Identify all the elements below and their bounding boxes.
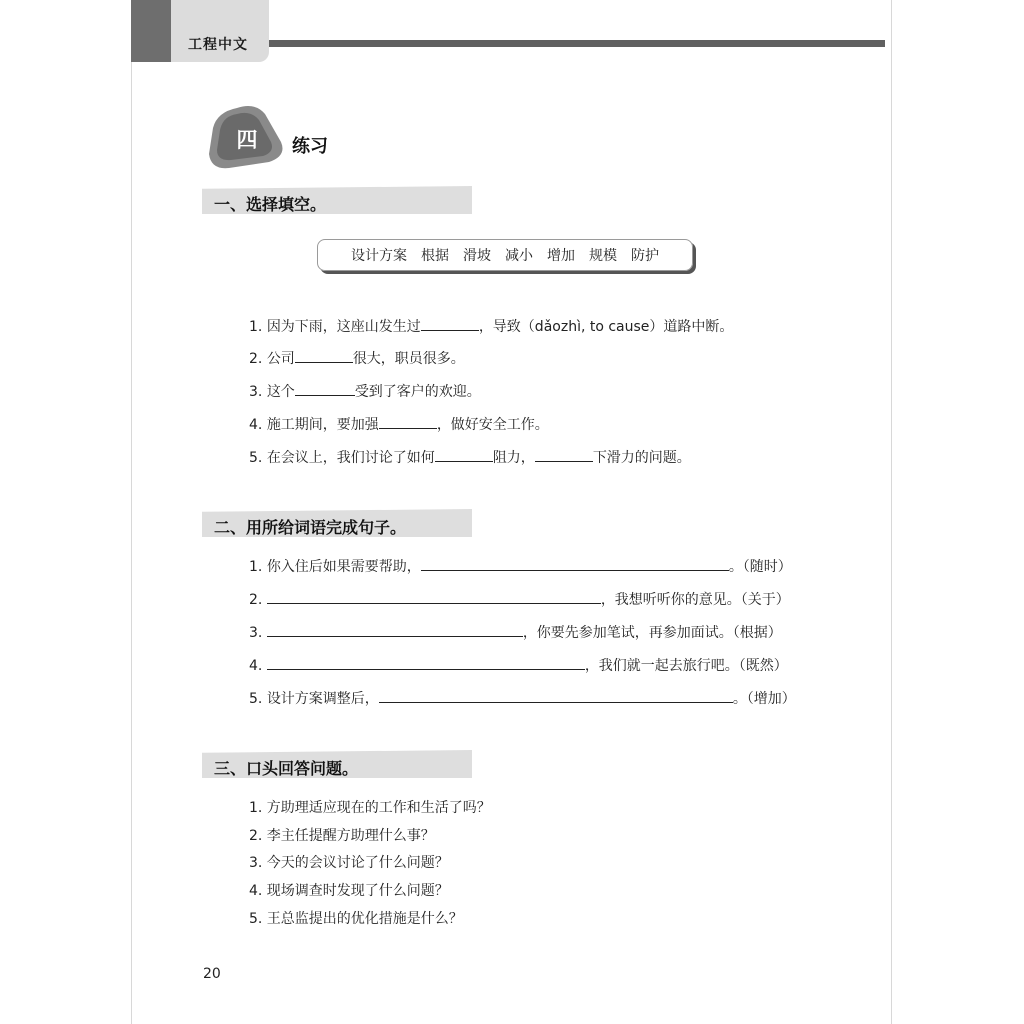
answer-blank[interactable]: [535, 447, 593, 462]
question-item: 5. 王总监提出的优化措施是什么？: [249, 911, 463, 927]
exercise-item: 4. ，我们就一起去旅行吧。（既然）: [249, 655, 788, 675]
section-3-title: 三、口头回答问题。: [214, 759, 359, 778]
word-bank-item: 增加: [547, 248, 575, 264]
answer-blank[interactable]: [421, 316, 479, 331]
exercise-item: 5. 在会议上，我们讨论了如何 阻力， 下滑力的问题。: [249, 447, 691, 467]
answer-blank[interactable]: [435, 447, 493, 462]
answer-blank[interactable]: [267, 589, 601, 604]
exercise-item: 1. 你入住后如果需要帮助， 。（随时）: [249, 556, 792, 576]
section-1-title: 一、选择填空。: [214, 195, 327, 214]
word-bank-item: 根据: [421, 248, 449, 264]
exercise-item: 1. 因为下雨，这座山发生过 ，导致（dǎozhì, to cause）道路中断。: [249, 316, 733, 336]
section-2-title: 二、用所给词语完成句子。: [214, 518, 407, 537]
word-bank-item: 防护: [631, 248, 659, 264]
answer-blank[interactable]: [379, 688, 733, 703]
page-number: 20: [203, 966, 221, 982]
exercise-item: 2. ，我想听听你的意见。（关于）: [249, 589, 790, 609]
exercise-item: 3. ，你要先参加笔试，再参加面试。（根据）: [249, 622, 782, 642]
answer-blank[interactable]: [267, 655, 585, 670]
word-bank: [317, 239, 693, 271]
exercise-item: 5. 设计方案调整后， 。（增加）: [249, 688, 796, 708]
header-tab-accent: [131, 0, 171, 62]
question-item: 1. 方助理适应现在的工作和生活了吗？: [249, 800, 491, 816]
answer-blank[interactable]: [295, 381, 355, 396]
question-item: 2. 李主任提醒方助理什么事？: [249, 828, 435, 844]
answer-blank[interactable]: [295, 348, 353, 363]
word-bank-item: 规模: [589, 248, 617, 264]
word-bank-item: 设计方案: [351, 248, 407, 264]
chapter-title: 练习: [292, 136, 328, 157]
answer-blank[interactable]: [379, 414, 437, 429]
question-item: 3. 今天的会议讨论了什么问题？: [249, 855, 449, 871]
exercise-item: 4. 施工期间，要加强 ，做好安全工作。: [249, 414, 549, 434]
exercise-item: 3. 这个 受到了客户的欢迎。: [249, 381, 481, 401]
header-rule: [269, 40, 885, 47]
exercise-item: 2. 公司 很大，职员很多。: [249, 348, 465, 368]
word-bank-item: 滑坡: [463, 248, 491, 264]
chapter-number: 四: [236, 128, 258, 152]
answer-blank[interactable]: [421, 556, 729, 571]
question-item: 4. 现场调查时发现了什么问题？: [249, 883, 449, 899]
answer-blank[interactable]: [267, 622, 523, 637]
word-bank-item: 减小: [505, 248, 533, 264]
book-title: 工程中文: [188, 37, 248, 53]
